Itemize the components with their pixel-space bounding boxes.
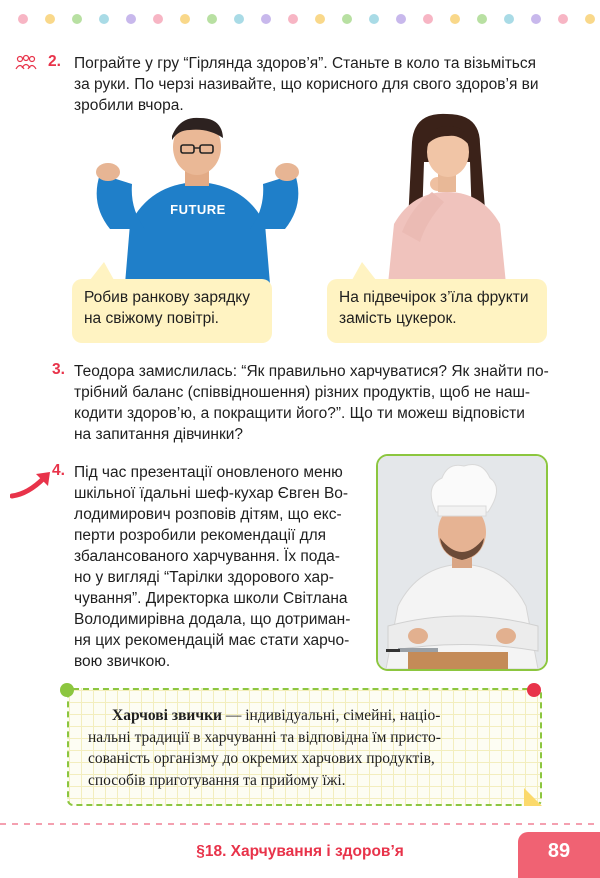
top-dot-border bbox=[0, 14, 600, 26]
task-2-number: 2. bbox=[48, 53, 61, 70]
definition-text bbox=[88, 705, 512, 791]
decor-dot bbox=[342, 14, 352, 24]
decor-dot bbox=[180, 14, 190, 24]
girl-photo bbox=[372, 112, 522, 284]
task-4-line: чування”. Директорка школи Світлана bbox=[74, 590, 348, 607]
decor-dot bbox=[558, 14, 568, 24]
boy-photo bbox=[90, 114, 305, 284]
decor-dot bbox=[153, 14, 163, 24]
task-3-line: Теодора замислилась: “Як правильно харчуватися? Як знайти по- bbox=[74, 363, 549, 380]
decor-dot bbox=[261, 14, 271, 24]
decor-dot bbox=[234, 14, 244, 24]
shirt-print: FUTURE bbox=[170, 202, 226, 217]
bubble-boy-tail bbox=[90, 262, 114, 280]
task-4-line: вою звичкою. bbox=[74, 653, 171, 670]
page-fold-corner bbox=[524, 788, 542, 806]
speech-bubble-girl bbox=[327, 279, 547, 343]
task-4-text bbox=[74, 462, 354, 672]
task-3-line: на запитання дівчинки? bbox=[74, 426, 244, 443]
decor-dot bbox=[45, 14, 55, 24]
definition-line: нальні традиції в харчуванні та відповідна їм присто- bbox=[88, 728, 441, 746]
task-3-text bbox=[74, 361, 554, 445]
decor-dot bbox=[99, 14, 109, 24]
decor-dot bbox=[207, 14, 217, 24]
footer-dashed-line bbox=[0, 823, 600, 825]
task-3-number: 3. bbox=[52, 361, 65, 378]
task-4-line: Під час презентації оновленого меню bbox=[74, 464, 343, 481]
bubble-line: замість цукерок. bbox=[339, 310, 457, 327]
definition-line: — індивідуальні, сімейні, націо- bbox=[221, 707, 441, 724]
task-2-line: зробили вчора. bbox=[74, 97, 184, 114]
bubble-line: Робив ранкову зарядку bbox=[84, 289, 250, 306]
speech-bubble-boy bbox=[72, 279, 272, 343]
task-2-text bbox=[74, 53, 554, 116]
decor-dot bbox=[18, 14, 28, 24]
task-2-line: за руки. По черзі називайте, що корисного для свого здоров’я ви bbox=[74, 76, 539, 93]
task-4-line: шкільної їдальні шеф-кухар Євген Во- bbox=[74, 485, 349, 502]
decor-dot bbox=[72, 14, 82, 24]
chef-photo-frame bbox=[376, 454, 548, 671]
task-3-line: трібний баланс (співвідношення) різних продуктів, щоб не наш- bbox=[74, 384, 531, 401]
decor-dot bbox=[315, 14, 325, 24]
task-4-number: 4. bbox=[52, 462, 65, 479]
decor-dot bbox=[369, 14, 379, 24]
bubble-line: на свіжому повітрі. bbox=[84, 310, 219, 327]
bubble-line: На підвечірок з’їла фрукти bbox=[339, 289, 529, 306]
group-people-icon bbox=[14, 54, 38, 72]
task-4-line: лодимирович розповів дітям, що екс- bbox=[74, 506, 342, 523]
decor-dot bbox=[450, 14, 460, 24]
decor-dot bbox=[126, 14, 136, 24]
task-4-line: перти розробили рекомендації для bbox=[74, 527, 327, 544]
decor-dot bbox=[288, 14, 298, 24]
definition-term: Харчові звички bbox=[112, 707, 222, 724]
decor-dot bbox=[504, 14, 514, 24]
task-4-line: збалансованого харчування. Їх пода- bbox=[74, 548, 340, 565]
definition-line: способів приготування та прийому їжі. bbox=[88, 771, 346, 789]
pin-icon bbox=[60, 683, 74, 697]
decor-dot bbox=[396, 14, 406, 24]
decor-dot bbox=[423, 14, 433, 24]
chef-photo bbox=[378, 456, 546, 669]
decor-dot bbox=[477, 14, 487, 24]
task-4-line: Володимирівна додала, що дотриман- bbox=[74, 611, 351, 628]
task-2-line: Пограйте у гру “Гірлянда здоров’я”. Станьте в коло та візьміться bbox=[74, 55, 537, 72]
page-number: 89 bbox=[547, 840, 571, 862]
chapter-title: §18. Харчування і здоров’я bbox=[196, 843, 404, 860]
decor-dot bbox=[531, 14, 541, 24]
definition-line: сованість організму до окремих харчових продуктів, bbox=[88, 750, 435, 767]
task-4-line: ня цих рекомендацій має стати харчо- bbox=[74, 632, 350, 649]
task-4-line: но у вигляді “Тарілки здорового хар- bbox=[74, 569, 334, 586]
pin-icon bbox=[527, 683, 541, 697]
decor-dot bbox=[585, 14, 595, 24]
pointer-arrow-icon bbox=[10, 470, 52, 500]
task-3-line: кодити здоров’ю, а покращити його?”. Що ти можеш відповісти bbox=[74, 405, 525, 422]
bubble-girl-tail bbox=[352, 262, 376, 280]
